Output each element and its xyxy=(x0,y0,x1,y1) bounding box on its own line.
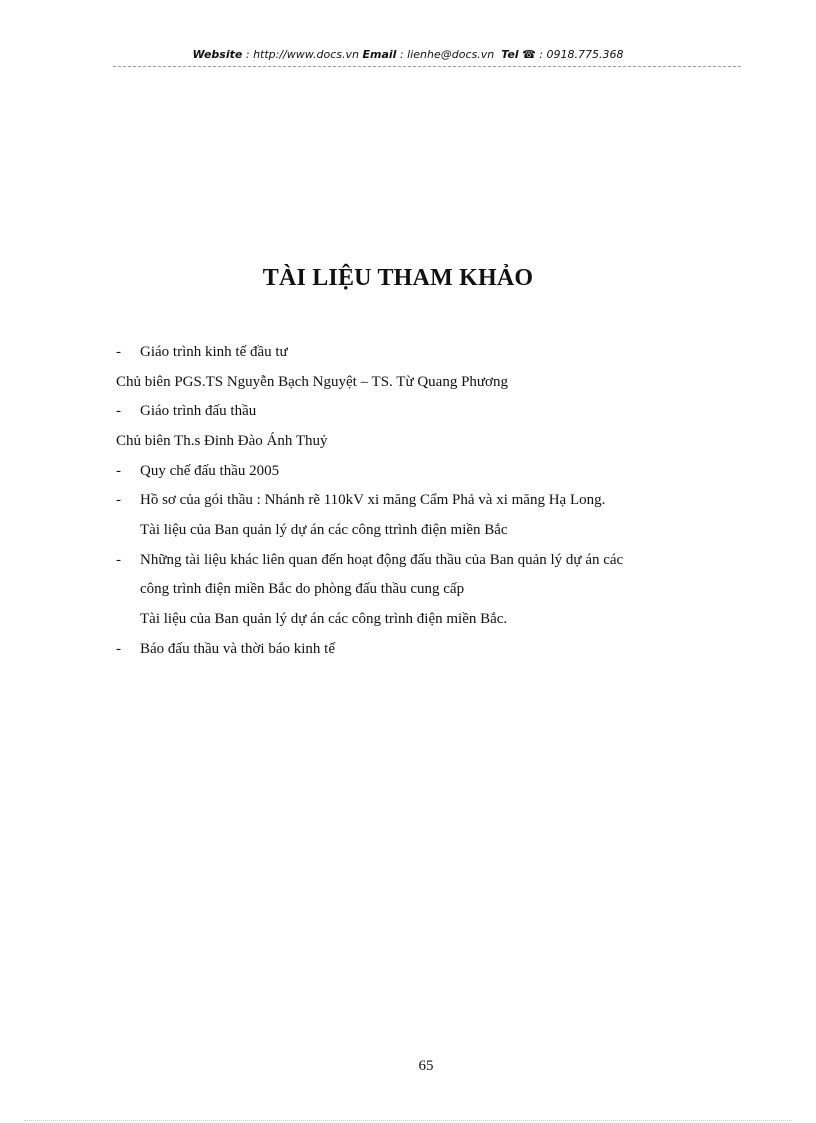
tel-separator: : xyxy=(535,48,547,61)
reference-item: Hồ sơ của gói thầu : Nhánh rẽ 110kV xi măng Cẩm Phả và xi măng Hạ Long. xyxy=(140,492,606,508)
website-label: Website xyxy=(192,48,243,61)
bullet-dash: - xyxy=(116,641,121,657)
reference-continuation: công trình điện miền Bắc do phòng đấu thầu cung cấp xyxy=(140,581,465,597)
tel-number: 0918.775.368 xyxy=(546,48,624,61)
reference-editor: Chủ biên PGS.TS Nguyễn Bạch Nguyệt – TS. Từ Quang Phương xyxy=(116,374,508,390)
reference-continuation: Tài liệu của Ban quản lý dự án các công ttrình điện miền Bắc xyxy=(140,522,508,538)
page-header xyxy=(0,48,816,61)
reference-editor: Chủ biên Th.s Đinh Đào Ánh Thuỷ xyxy=(116,433,328,449)
footer-divider xyxy=(24,1120,792,1121)
email-label: Email xyxy=(362,48,397,61)
bullet-dash: - xyxy=(116,403,121,419)
email-separator: : xyxy=(396,48,408,61)
page-title: TÀI LIỆU THAM KHẢO xyxy=(262,265,534,291)
bullet-dash: - xyxy=(116,463,121,479)
bullet-dash: - xyxy=(116,344,121,360)
header-divider xyxy=(113,66,741,67)
website-separator: : xyxy=(242,48,254,61)
phone-icon: ☎ xyxy=(522,48,536,61)
website-url[interactable]: http://www.docs.vn xyxy=(253,48,360,61)
bullet-dash: - xyxy=(116,492,121,508)
reference-item: Giáo trình kinh tế đầu tư xyxy=(140,344,288,360)
tel-label: Tel xyxy=(501,48,519,61)
reference-item: Báo đấu thầu và thời báo kinh tế xyxy=(140,641,335,657)
page-number: 65 xyxy=(418,1058,434,1074)
reference-item: Giáo trình đấu thầu xyxy=(140,403,257,419)
reference-item: Quy chế đấu thầu 2005 xyxy=(140,463,280,479)
bullet-dash: - xyxy=(116,552,121,568)
email-address[interactable]: lienhe@docs.vn xyxy=(407,48,495,61)
reference-continuation: Tài liệu của Ban quản lý dự án các công trình điện miền Bắc. xyxy=(140,611,508,627)
reference-item: Những tài liệu khác liên quan đến hoạt động đấu thầu của Ban quản lý dự án các xyxy=(140,552,624,568)
